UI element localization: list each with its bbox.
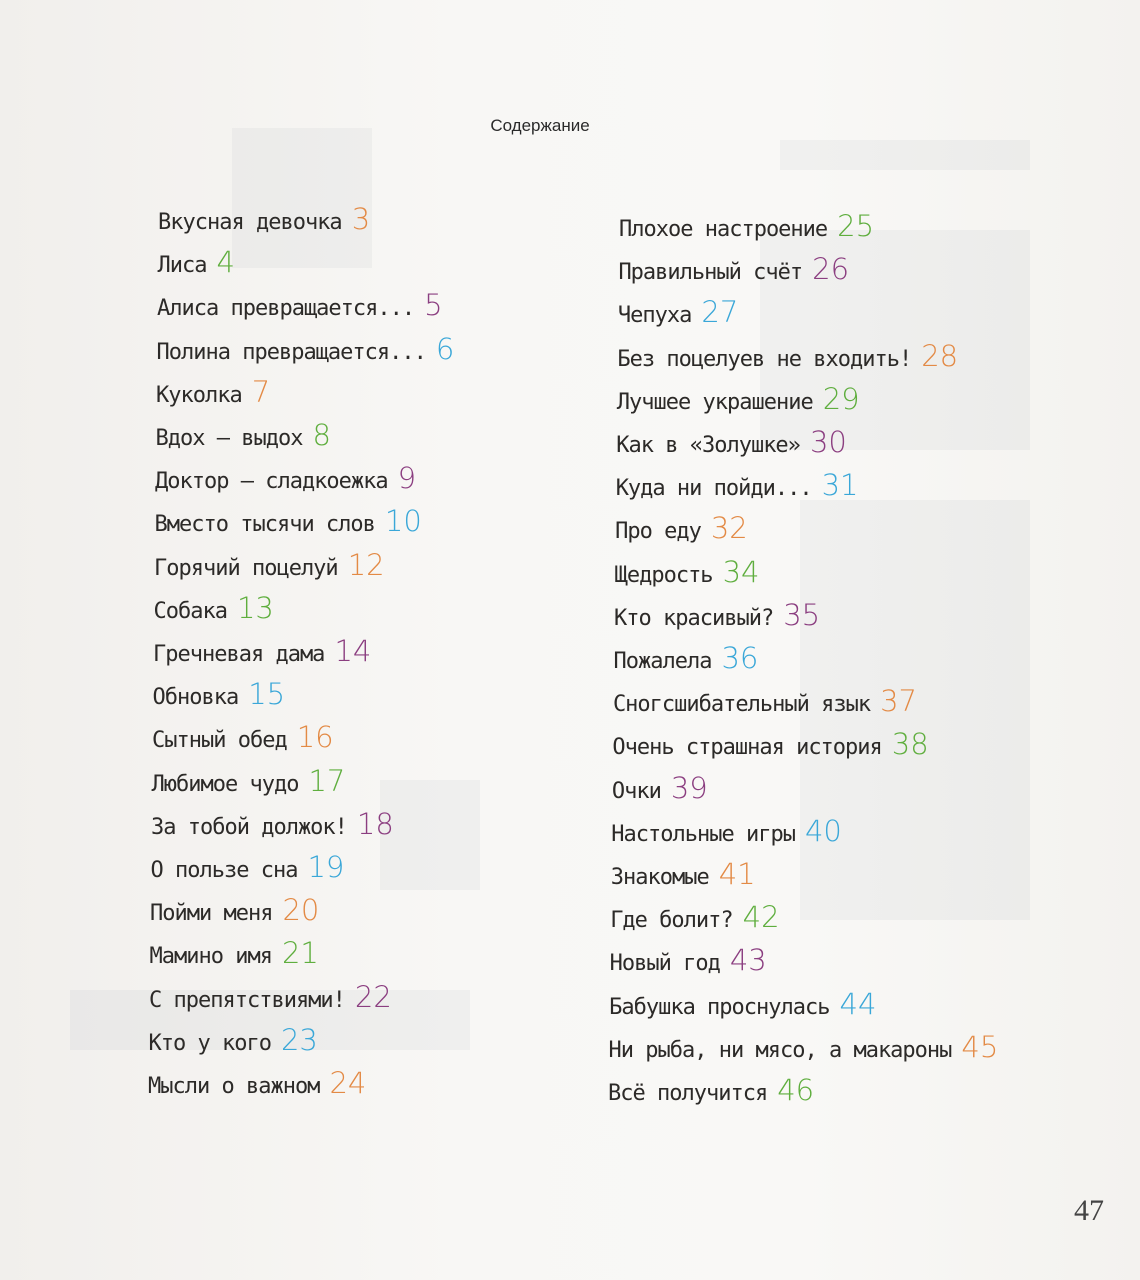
entry-page-number: 34 <box>722 554 760 589</box>
contents-entry <box>616 425 847 463</box>
entry-title: Куколка <box>156 382 242 408</box>
entry-page-number: 27 <box>701 295 739 330</box>
entry-page-number: 40 <box>804 813 842 848</box>
contents-entry <box>149 980 392 1018</box>
contents-entry <box>608 1073 814 1111</box>
contents-entry <box>612 771 708 809</box>
entry-title: Лиса <box>157 253 207 279</box>
contents-entry <box>609 987 876 1025</box>
entry-page-number: 35 <box>783 597 821 632</box>
show-through-block <box>232 128 372 268</box>
contents-entry <box>611 857 756 895</box>
contents-entry <box>158 245 235 283</box>
entry-page-number: 7 <box>251 374 271 409</box>
entry-title: Щедрость <box>614 562 713 588</box>
entry-title: Бабушка проснулась <box>609 994 830 1020</box>
contents-entry <box>157 288 443 326</box>
entry-title: Знакомые <box>610 865 709 890</box>
entry-page-number: 26 <box>812 252 850 287</box>
entry-page-number: 29 <box>822 381 860 416</box>
entry-title: Вместо тысячи слов <box>154 512 375 538</box>
entry-page-number: 14 <box>334 634 372 668</box>
entry-page-number: 44 <box>839 986 877 1021</box>
contents-entry <box>618 252 849 290</box>
contents-entry <box>156 418 331 456</box>
entry-title: Доктор – сладкоежка <box>155 469 388 495</box>
entry-title: Настольные игры <box>611 821 795 847</box>
contents-entry <box>152 764 346 802</box>
entry-page-number: 23 <box>280 1022 318 1057</box>
entry-page-number: 42 <box>742 900 780 935</box>
entry-title: Мамино имя <box>149 944 272 970</box>
entry-title: Вкусная девочка <box>158 210 342 235</box>
entry-page-number: 30 <box>809 425 847 459</box>
show-through-block <box>380 780 480 890</box>
contents-entry <box>613 684 917 722</box>
contents-entry <box>154 548 385 586</box>
entry-title: Правильный счёт <box>618 260 803 286</box>
contents-entry <box>614 641 759 679</box>
contents-entry <box>617 382 860 420</box>
contents-entry <box>618 295 738 333</box>
contents-entry <box>151 807 394 845</box>
entry-page-number: 46 <box>777 1073 815 1107</box>
contents-entry <box>152 720 334 758</box>
contents-entry <box>150 936 319 974</box>
entry-title: Пожалела <box>613 649 712 674</box>
entry-title: Мысли о важном <box>148 1074 320 1099</box>
entry-title: Чепуха <box>617 303 692 329</box>
entry-title: Собака <box>153 598 227 624</box>
entry-page-number: 10 <box>384 504 422 539</box>
contents-entry <box>609 1030 999 1068</box>
entry-title: Полина превращается... <box>156 339 426 365</box>
entry-title: Про еду <box>615 519 701 545</box>
contents-entry <box>617 339 958 377</box>
contents-entry <box>610 900 779 938</box>
entry-page-number: 6 <box>435 331 455 366</box>
contents-entry <box>150 893 319 931</box>
entry-page-number: 20 <box>282 893 320 928</box>
entry-page-number: 19 <box>307 850 345 884</box>
page-number: 47 <box>1074 1194 1104 1227</box>
entry-title: Сытный обед <box>152 728 287 754</box>
entry-page-number: 18 <box>356 806 394 841</box>
entry-title: Очки <box>611 778 661 804</box>
entry-page-number: 25 <box>837 209 875 243</box>
entry-title: С препятствиями! <box>149 987 345 1013</box>
contents-entry <box>153 634 371 672</box>
entry-title: Плохое настроение <box>619 217 828 242</box>
entry-page-number: 12 <box>347 547 385 582</box>
entry-page-number: 38 <box>891 727 929 762</box>
contents-entry <box>148 1066 366 1104</box>
show-through-block <box>780 140 1030 170</box>
entry-title: Гречневая дама <box>153 642 325 667</box>
contents-entry <box>155 504 422 542</box>
entry-title: Куда ни пойди... <box>615 476 812 502</box>
entry-page-number: 16 <box>296 720 334 755</box>
contents-entry <box>156 375 270 413</box>
contents-entry <box>615 511 748 549</box>
entry-page-number: 8 <box>312 418 331 452</box>
contents-entry <box>612 727 928 765</box>
entry-page-number: 45 <box>961 1029 999 1064</box>
entry-page-number: 36 <box>721 641 759 675</box>
contents-entry <box>153 677 286 715</box>
contents-entry <box>619 209 874 247</box>
entry-page-number: 9 <box>397 461 417 496</box>
entry-page-number: 32 <box>710 511 748 546</box>
entry-title: Новый год <box>609 951 720 977</box>
entry-title: Кто у кого <box>148 1030 271 1056</box>
entry-page-number: 17 <box>308 763 346 798</box>
entry-title: Обновка <box>152 685 239 711</box>
entry-page-number: 3 <box>351 202 371 236</box>
entry-title: Где болит? <box>610 908 733 934</box>
entry-title: За тобой должок! <box>151 814 347 840</box>
contents-entry <box>614 598 820 636</box>
entry-page-number: 24 <box>329 1066 367 1100</box>
contents-entry <box>151 850 345 888</box>
entry-title: О пользе сна <box>150 858 298 883</box>
entry-page-number: 5 <box>424 288 443 323</box>
contents-entry <box>154 591 274 629</box>
entry-page-number: 22 <box>354 979 392 1014</box>
contents-entry <box>158 202 370 240</box>
entry-page-number: 37 <box>880 684 917 719</box>
entry-page-number: 41 <box>718 857 756 891</box>
entry-title: Ни рыба, ни мясо, а макароны <box>608 1037 952 1063</box>
contents-entry <box>611 814 842 852</box>
entry-page-number: 43 <box>729 943 767 978</box>
entry-title: Алиса превращается... <box>157 296 415 322</box>
entry-page-number: 31 <box>821 468 859 503</box>
contents-entry <box>616 468 859 506</box>
entry-page-number: 21 <box>281 936 319 971</box>
entry-title: Кто красивый? <box>614 605 774 631</box>
entry-title: Без поцелуев не входить! <box>617 346 912 372</box>
entry-page-number: 28 <box>921 338 959 373</box>
entry-title: Лучшее украшение <box>616 389 813 415</box>
entry-page-number: 15 <box>248 677 286 712</box>
entry-title: Горячий поцелуй <box>154 555 338 581</box>
entry-title: Очень страшная история <box>612 735 882 761</box>
contents-entry <box>610 943 767 981</box>
contents-entry <box>155 461 416 499</box>
entry-page-number: 4 <box>216 245 235 280</box>
contents-entry <box>157 332 455 370</box>
entry-title: Как в «Золушке» <box>616 433 800 458</box>
entry-title: Всё получится <box>608 1081 768 1106</box>
contents-entry <box>149 1023 318 1061</box>
entry-page-number: 39 <box>670 770 708 805</box>
entry-page-number: 13 <box>236 590 274 625</box>
entry-title: Любимое чудо <box>151 771 299 797</box>
entry-title: Вдох – выдох <box>155 426 303 451</box>
entry-title: Пойми меня <box>150 901 273 927</box>
contents-heading: Содержание <box>490 116 590 135</box>
contents-entry <box>615 555 760 593</box>
entry-title: Сногсшибательный язык <box>612 692 871 718</box>
